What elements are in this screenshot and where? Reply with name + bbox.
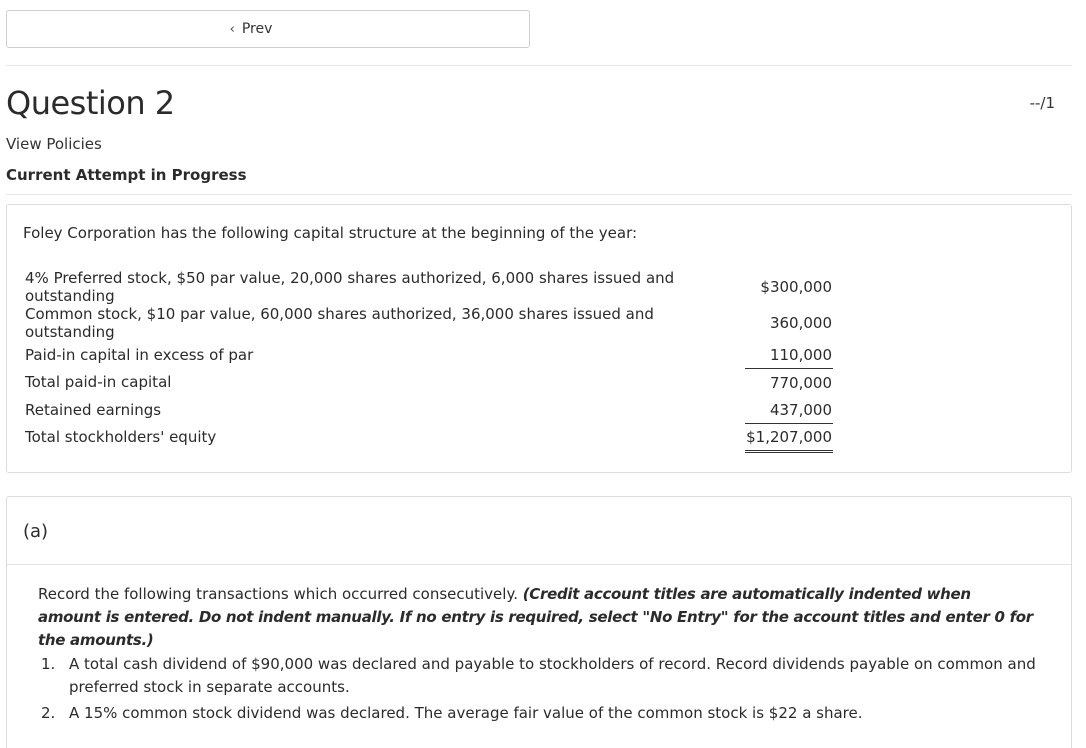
- chevron-left-icon: ‹: [229, 21, 235, 37]
- row-amount: $1,207,000: [745, 424, 833, 452]
- capital-structure-panel: [6, 204, 1072, 473]
- table-row: [25, 396, 833, 424]
- row-amount: $300,000: [760, 278, 832, 296]
- divider: [6, 194, 1072, 195]
- capital-structure-table: [25, 269, 833, 453]
- question-score: --/1: [1029, 94, 1055, 112]
- item-text: A total cash dividend of $90,000 was declared and payable to stockholders of record. Record dividends payable on common and preferred stock in separate accounts.: [69, 655, 1036, 696]
- row-label: 4% Preferred stock, $50 par value, 20,000 shares authorized, 6,000 shares issued and outstanding: [25, 269, 675, 305]
- divider: [7, 564, 1071, 565]
- transaction-list: [38, 653, 1038, 728]
- row-label: Common stock, $10 par value, 60,000 shares authorized, 36,000 shares issued and outstanding: [25, 305, 654, 341]
- question-title: Question 2: [6, 84, 175, 122]
- item-number: 2.: [41, 704, 56, 722]
- instructions: [38, 583, 1038, 652]
- part-a-section: [6, 496, 1072, 748]
- row-amount: 770,000: [769, 373, 832, 392]
- row-label: Paid-in capital in excess of par: [25, 345, 254, 364]
- item-text: A 15% common stock dividend was declared. The average fair value of the common stock is $22 a share.: [69, 704, 863, 722]
- table-row: [25, 269, 833, 305]
- table-row: [25, 369, 833, 397]
- capital-structure-intro: Foley Corporation has the following capital structure at the beginning of the year:: [23, 224, 638, 242]
- instructions-text: Record the following transactions which occurred consecutively.: [38, 585, 523, 603]
- view-policies-link[interactable]: View Policies: [6, 135, 102, 153]
- prev-label: Prev: [241, 21, 273, 37]
- row-label: Retained earnings: [25, 400, 162, 419]
- table-row: [25, 424, 833, 452]
- divider: [6, 65, 1072, 66]
- table-row: [25, 341, 833, 369]
- list-item: [38, 653, 1038, 699]
- row-label: Total stockholders' equity: [25, 428, 217, 447]
- item-number: 1.: [41, 655, 56, 673]
- row-label: Total paid-in capital: [25, 373, 172, 392]
- list-item: [38, 702, 1038, 725]
- row-amount: 437,000: [745, 396, 833, 424]
- prev-button[interactable]: [6, 10, 530, 48]
- table-row: [25, 305, 833, 341]
- attempt-status: Current Attempt in Progress: [6, 166, 247, 184]
- row-amount: 110,000: [745, 341, 833, 369]
- instructions-emphasis: (Credit account titles are automatically indented when amount is entered. Do not indent manually. If no entry is required, select "No Entry" for the account titles and enter 0 for the amounts.): [38, 585, 1033, 649]
- row-amount: 360,000: [769, 314, 832, 332]
- part-label: (a): [23, 521, 49, 542]
